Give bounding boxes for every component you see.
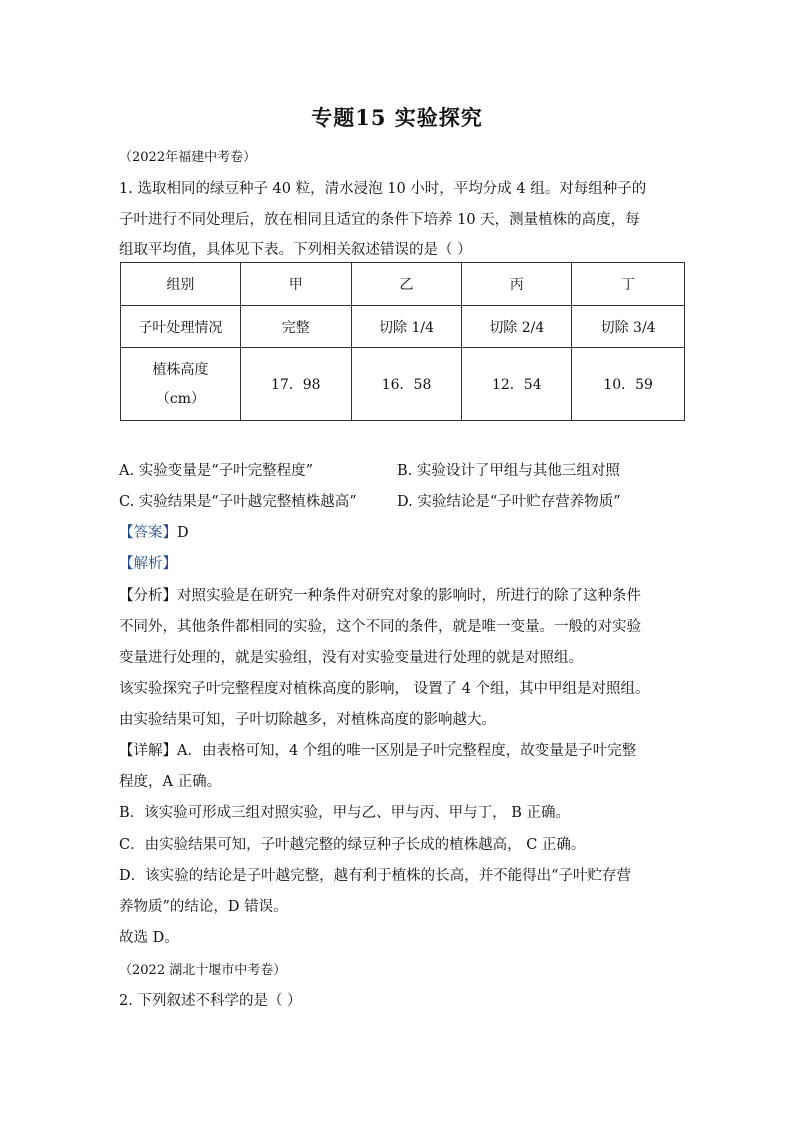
analysis-line-6: 【详解】A．由表格可知，4 个组的唯一区别是子叶完整程度，故变量是子叶完整 [119,743,637,759]
table-row-treatment [121,306,685,348]
table-cell: 乙 [351,263,462,306]
table-cell: 切除 2/4 [462,306,572,348]
table-cell: 切除 3/4 [572,306,685,348]
analysis-line-5: 由实验结果可知，子叶切除越多，对植株高度的影响越大。 [119,712,496,728]
analysis-line-3: 变量进行处理的，就是实验组，没有对实验变量进行处理的就是对照组。 [119,650,583,666]
table-cell: 甲 [240,263,351,306]
q1-stem-line-1: 1. 选取相同的绿豆种子 40 粒，清水浸泡 10 小时，平均分成 4 组。对每组种子的 [119,181,647,197]
option-d: D. 实验结论是“子叶贮存营养物质” [397,494,621,510]
analysis-line-9: C．由实验结果可知，子叶越完整的绿豆种子长成的植株越高， C 正确。 [119,837,586,853]
q2-stem: 2. 下列叙述不科学的是（ ） [119,993,302,1009]
table-row-header [121,263,685,306]
table-cell: 切除 1/4 [351,306,462,348]
row-label-line-2: （cm） [155,391,205,407]
analysis-line-2: 不同外，其他条件都相同的实验，这个不同的条件，就是唯一变量。一般的对实验 [119,619,641,635]
analysis-line-4: 该实验探究子叶完整程度对植株高度的影响， 设置了 4 个组，其中甲组是对照组。 [119,681,650,697]
option-b: B. 实验设计了甲组与其他三组对照 [397,463,620,479]
analysis-line-11: 养物质”的结论，D 错误。 [119,899,288,915]
table-cell: 10．59 [572,348,685,421]
analysis-line-1: 【分析】对照实验是在研究一种条件对研究对象的影响时，所进行的除了这种条件 [119,588,641,604]
analysis-line-10: D．该实验的结论是子叶越完整，越有利于植株的长高，并不能得出“子叶贮存营 [119,868,632,884]
q1-stem-line-2: 子叶进行不同处理后，放在相同且适宜的条件下培养 10 天，测量植株的高度，每 [119,212,640,228]
answer-label: 【答案】 [119,525,177,541]
q1-stem-line-3: 组取平均值，具体见下表。下列相关叙述错误的是（ ） [119,242,472,258]
q2-source: （2022 湖北十堰市中考卷） [119,963,287,978]
table-cell: 完整 [240,306,351,348]
table-cell: 子叶处理情况 [121,306,241,348]
option-c: C. 实验结果是“子叶越完整植株越高” [119,494,357,510]
row-label-line-1: 植株高度 [152,362,209,378]
answer-line [119,521,189,542]
q1-source: （2022年福建中考卷） [119,150,257,165]
analysis-line-12: 故选 D。 [119,930,179,946]
analysis-line-8: B．该实验可形成三组对照实验，甲与乙、甲与丙、甲与丁， B 正确。 [119,805,571,821]
table-cell: 12．54 [462,348,572,421]
table-cell: 丙 [462,263,572,306]
table-cell: 丁 [572,263,685,306]
table-cell: 16．58 [351,348,462,421]
answer-value: D [177,525,189,541]
option-a: A. 实验变量是“子叶完整程度” [119,463,314,479]
table-row-height [121,348,685,421]
analysis-line-7: 程度，A 正确。 [119,774,222,790]
table-cell: 17．98 [240,348,351,421]
analysis-label: 【解析】 [119,556,177,572]
table-cell: 组别 [121,263,241,306]
page-title: 专题15 实验探究 [311,105,483,130]
q1-data-table [120,262,685,421]
table-cell-label [121,348,241,421]
